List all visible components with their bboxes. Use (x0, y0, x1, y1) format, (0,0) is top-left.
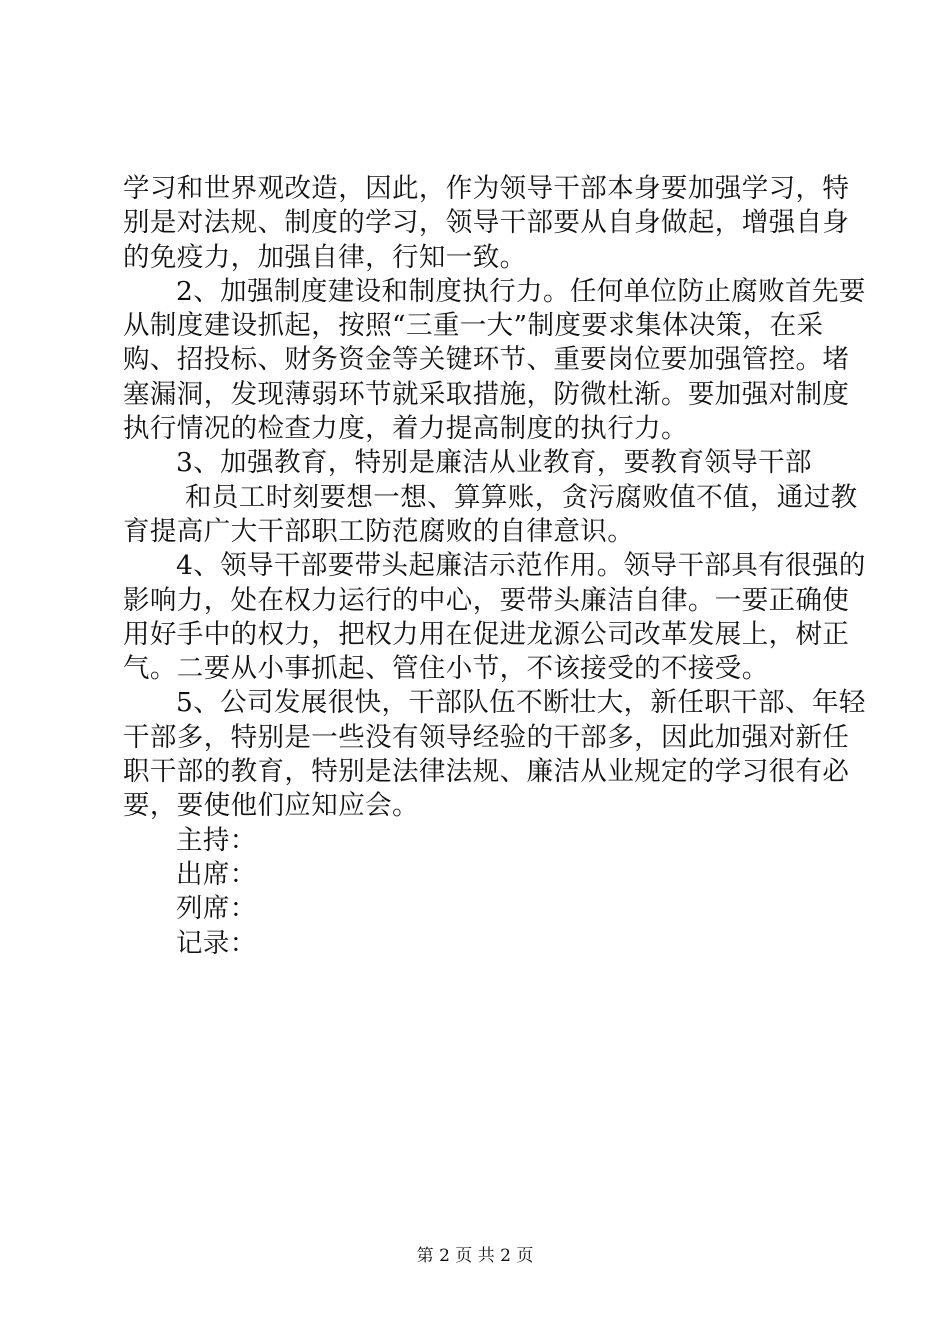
body-line: 5、公司发展很快，干部队伍不断壮大，新任职干部、年轻 (176, 687, 866, 719)
body-line: 影响力，处在权力运行的中心，要带头廉洁自律。一要正确使 (123, 584, 850, 616)
body-line: 别是对法规、制度的学习，领导干部要从自身做起，增强自身 (123, 207, 850, 239)
body-line: 职干部的教育，特别是法律法规、廉洁从业规定的学习很有必 (123, 756, 850, 788)
document-body (123, 172, 866, 961)
body-line: 要，要使他们应知应会。 (123, 790, 419, 822)
body-line: 和员工时刻要想一想、算算账，贪污腐败值不值，通过教 (185, 481, 858, 513)
body-line: 塞漏洞，发现薄弱环节就采取措施，防微杜渐。要加强对制度 (123, 378, 850, 410)
body-line: 4、领导干部要带头起廉洁示范作用。领导干部具有很强的 (176, 550, 866, 582)
body-line: 的免疫力，加强自律，行知一致。 (123, 241, 527, 273)
recorder-field-label: 记录： (176, 927, 257, 959)
body-line: 购、招投标、财务资金等关键环节、重要岗位要加强管控。堵 (123, 344, 850, 376)
body-line: 从制度建设抓起，按照“三重一大”制度要求集体决策，在采 (123, 310, 824, 342)
body-line: 3、加强教育，特别是廉洁从业教育，要教育领导干部 (176, 447, 812, 479)
page-number-footer: 第 2 页 共 2 页 (416, 1246, 534, 1266)
body-line: 气。二要从小事抓起、管住小节，不该接受的不接受。 (123, 653, 769, 685)
body-line: 育提高广大干部职工防范腐败的自律意识。 (123, 515, 635, 547)
body-line: 执行情况的检查力度，着力提高制度的执行力。 (123, 413, 688, 445)
observers-field-label: 列席： (176, 893, 257, 925)
body-line: 干部多，特别是一些没有领导经验的干部多，因此加强对新任 (123, 721, 850, 753)
host-field-label: 主持： (176, 824, 257, 856)
body-line: 2、加强制度建设和制度执行力。任何单位防止腐败首先要 (176, 275, 866, 307)
attendees-field-label: 出席： (176, 858, 257, 890)
body-line: 学习和世界观改造，因此，作为领导干部本身要加强学习，特 (123, 173, 850, 204)
body-line: 用好手中的权力，把权力用在促进龙源公司改革发展上，树正 (123, 618, 850, 650)
